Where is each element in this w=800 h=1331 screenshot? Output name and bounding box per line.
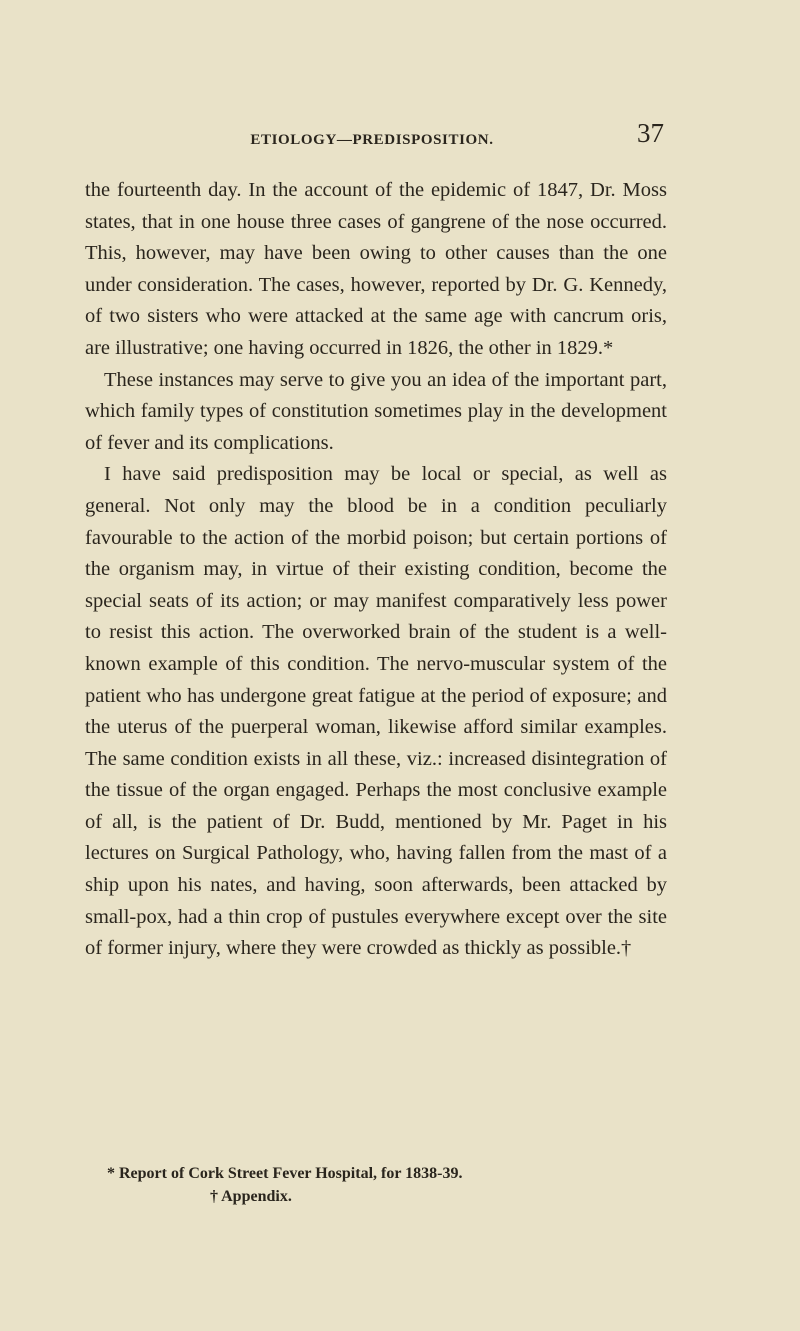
running-head — [80, 118, 664, 158]
page-number: 37 — [637, 118, 664, 148]
paragraph-local-predisposition: I have said predisposition may be local or special, as well as general. Not only may the blood be in a condition peculiarly favourable to the action of the morbid poison; but certain portions of the organism may, in virtue of their existing condition, become the special seats of its action; or may manifest comparatively less power to resist this action. The overworked brain of the student is a well-known example of this condition. The nervo-muscular system of the patient who has undergone great fatigue at the period of exposure; and the uterus of the puerperal woman, likewise afford similar examples. The same condition exists in all these, viz.: increased disintegration of the tissue of the organ engaged. Perhaps the most conclusive example of all, is the patient of Dr. Budd, mentioned by Mr. Paget in his lectures on Surgical Pathology, who, having fallen from the mast of a ship upon his nates, and having, soon afterwards, been attacked by small-pox, had a thin crop of pustules everywhere except over the site of former injury, where they were crowded as thickly as possible.† — [85, 463, 667, 960]
footnote-report: * Report of Cork Street Fever Hospital, for 1838-39. — [107, 1165, 463, 1182]
paragraph-continued: the fourteenth day. In the account of the epidemic of 1847, Dr. Moss states, that in one house three cases of gangrene of the nose occurred. This, however, may have been owing to other causes than the one under consideration. The cases, however, reported by Dr. G. Kennedy, of two sisters who were attacked at the same age with cancrum oris, are illustrative; one having occurred in 1826, the other in 1829.* — [85, 179, 667, 359]
footnotes — [85, 1162, 667, 1208]
paragraph-family-types: These instances may serve to give you an idea of the important part, which family types of constitution sometimes play in the development of fever and its complications. — [85, 368, 667, 454]
body-text — [85, 175, 667, 965]
running-title: ETIOLOGY—PREDISPOSITION. — [250, 132, 494, 148]
footnote-appendix: † Appendix. — [210, 1188, 292, 1205]
